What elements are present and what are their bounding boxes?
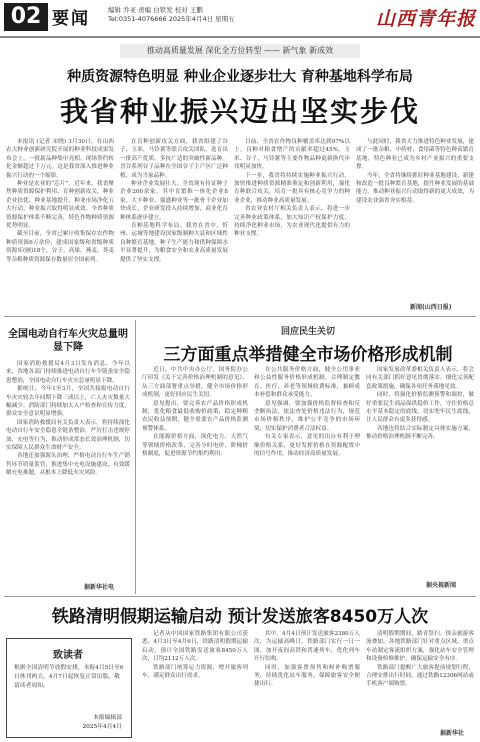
left-article-title: 全国电动自行车火灾总量明显下降 bbox=[8, 329, 128, 353]
paragraph: 国家消防救援局有关负责人表示，将持续深化电动自行车安全隐患全链条整治，严厉打击违规停放、充电等行为，推动形成常态长效治理机制，切实保障人民群众生命财产安全。 bbox=[6, 419, 130, 452]
notice-sign-date: 2025年4月4日 bbox=[82, 723, 122, 730]
article2-column-3 bbox=[366, 366, 474, 576]
paragraph: 据统计，今年1至3月，全国共接报电动自行车火灾较去年同期下降三成以上，亡人火灾数量大幅减少。消防部门持续加大入户检查和宣传力度，群众安全意识明显增强。 bbox=[6, 386, 130, 418]
article3-headline: 铁路清明假期运输启动 预计发送旅客8450万人次 bbox=[51, 607, 429, 627]
notice-body: 根据全国清明节放假安排，本报4月5日至6日休刊两天，4月7日起恢复正常出版。敬请读者周知。 bbox=[14, 665, 124, 689]
article1-credit: 新闻(山西日报) bbox=[410, 304, 452, 311]
left-article-credit: 据新华社电 bbox=[84, 584, 115, 591]
article1-column-2 bbox=[120, 138, 228, 308]
paragraph: 国家发展改革委相关负责人表示，将会同有关部门抓好意见贯彻落实，细化完善配套政策措施，确保各项任务落地见效。 bbox=[366, 367, 474, 390]
notice-title: 致读者 bbox=[53, 650, 83, 661]
column-divider bbox=[135, 320, 136, 594]
paragraph: 今年，全省将继续抓好种业基地建设，新建和改造一批良种繁育基地，提升种业发展的基础能力，推动种业振兴行动取得新的更大成效，为建设农业强省夯实根基。 bbox=[356, 172, 474, 204]
article3-credit: 据新华社 bbox=[440, 730, 465, 737]
paragraph: 省农业农村厅相关负责人表示，将进一步完善种业政策体系，加大知识产权保护力度，持续净化种业市场，为农业现代化提供有力的种业支撑。 bbox=[234, 206, 350, 238]
page-number: 02 bbox=[4, 3, 48, 31]
masthead bbox=[0, 0, 480, 34]
article2-credit: 据央视新闻 bbox=[426, 582, 457, 589]
paragraph: 近日，中共中央办公厅、国务院办公厅印发《关于完善价格治理机制的意见》，从三方面部署重点举措，健全市场价格形成机制，更好回应民生关切。 bbox=[142, 367, 248, 399]
paragraph: 各地还加强源头治理，严格电动自行车生产销售环节质量监管，推进集中充电设施建设，有效缓解充电难题，从根本上降低火灾风险。 bbox=[6, 453, 130, 477]
article1-column-1 bbox=[6, 138, 114, 308]
paragraph: 种业企业发展壮大。全省现有持证种子企业200余家，其中育繁推一体化企业8家。大丰种业、强盛种业等一批骨干企业加快成长，企业研发投入持续增加，商业化育种体系逐步建立。 bbox=[120, 181, 228, 221]
paragraph: 与此同时，我省大力推进特色种业发展，建成了一批杂粮、中药材、食用菌等特色种苗繁育基地，特色种业已成为乡村产业振兴的重要支撑。 bbox=[356, 139, 474, 171]
masthead-info bbox=[108, 6, 348, 24]
article1-column-3 bbox=[234, 138, 350, 308]
paragraph: 在公共服务价格方面，健全公用事业和公益性服务价格形成机制，合理制定教育、医疗、养老等领域收费标准，兼顾成本补偿和群众承受能力。 bbox=[254, 367, 360, 399]
paragraph: 意见提出，要完善农产品价格形成机制，优化粮食最低收购价政策，稳定种粮农民收益预期，健全重要农产品价格监测预警体系。 bbox=[142, 400, 248, 432]
divider bbox=[4, 596, 476, 597]
editor-line: 编辑 乔亚 责编 白铁发 校对 王鹏 bbox=[108, 6, 203, 14]
paragraph: 国家消防救援局4月3日发布消息，今年以来，各地各部门持续推进电动自行车全链条安全隐患整治，全国电动自行车火灾总量明显下降。 bbox=[6, 361, 130, 384]
paragraph: 其中，4月4日预计发送旅客2380万人次，为运输高峰日。铁路部门实行一日一图，加开夜间高铁和普速列车，优化列车开行结构。 bbox=[254, 631, 360, 663]
paragraph: 有关专家表示，意见的出台有利于理顺价格关系，更好发挥价格在资源配置中的信号作用，推动经济高质量发展。 bbox=[254, 434, 360, 458]
article1-kicker: 推动高质量发展 深化全方位转型 —— 新气象 新成效 bbox=[120, 44, 360, 58]
paragraph: 各地也将结合实际制定具体实施方案，推动价格治理机制不断完善。 bbox=[366, 425, 474, 441]
article2-kicker: 回应民生关切 bbox=[280, 327, 335, 337]
paragraph: 种业是农业的“芯片”。近年来，我省聚焦种质资源保护利用、育种创新攻关、种业企业扶优、种业基地提升、种业市场净化五大行动，种业振兴取得明显成效。全省种质资源保护体系不断完善，特色作物种质资源优势明显。 bbox=[6, 181, 114, 230]
divider bbox=[4, 316, 476, 317]
left-article-body bbox=[6, 360, 130, 578]
article2-column-2 bbox=[254, 366, 360, 582]
paragraph: 育种基地科学布局。我省在晋中、忻州、运城等地建设国家级制种大县和区域性良种繁育基地，种子生产能力和供种保障水平显著提升，为粮食安全和农业高质量发展提供了坚实支撑。 bbox=[120, 223, 228, 263]
paragraph: 意见强调，要加强价格监督检查和反垄断执法，依法查处价格违法行为，规范市场价格秩序，维护公平竞争的市场环境，切实保护消费者合法权益。 bbox=[254, 400, 360, 432]
paragraph: 铁路部门统筹运力资源，增开旅客列车，满足群众出行需求。 bbox=[142, 664, 248, 680]
article1-headline: 我省种业振兴迈出坚实步伐 bbox=[59, 95, 420, 128]
paragraph: 同时，加强客票预售和候补购票服务，持续优化站车服务，保障旅客安全便捷出行。 bbox=[254, 664, 360, 688]
paragraph: 同时，将强化价格监测预警和调控，做好重要民生商品保供稳价工作，守住价格总水平基本稳定的底线，切实兜牢民生底线，让人民群众有更多获得感。 bbox=[366, 392, 474, 424]
paragraph: 清明假期期间，踏青祭扫、探亲旅游客流叠加，各地铁路部门针对重点区域、重点车站制定客流组织方案，强化站车安全管理和设备检修维护，确保运输安全有序。 bbox=[366, 631, 474, 663]
contact-line: Tel:0351-4076666 2025年4月4日 星期五 bbox=[108, 15, 235, 23]
article3-column-1 bbox=[142, 630, 248, 734]
article2-headline: 三方面重点举措健全市场价格形成机制 bbox=[163, 345, 453, 365]
notice-signature bbox=[14, 714, 122, 732]
section-name: 要闻 bbox=[52, 9, 90, 29]
header-rule bbox=[0, 36, 480, 38]
article1-subhead: 种质资源特色明显 种业企业逐步壮大 育种基地科学布局 bbox=[67, 69, 413, 85]
paragraph: 记者从中国国家铁路集团有限公司获悉，4月3日至4月6日，铁路清明假期运输启动，预计全国铁路发送旅客8450万人次，日均2112万人次。 bbox=[142, 631, 248, 663]
paragraph: 本报讯 (记者 宋晓) 3月30日，在山西农大种业创新研究院开展的种业科技成果发布会上，一批新品种集中亮相，现场签约转化金额超过千万元。这是我省深入推进种业振兴行动的一个缩影。 bbox=[6, 139, 114, 179]
article1-column-4 bbox=[356, 138, 474, 298]
notice-sign-org: 本报编辑部 bbox=[93, 715, 122, 721]
article3-column-2 bbox=[254, 630, 360, 734]
paragraph: 在能源价格方面，深化电力、天然气等领域价格改革，完善分时电价、阶梯价格制度，促进资源节约集约利用。 bbox=[142, 434, 248, 458]
newspaper-logo: 山西青年报 bbox=[376, 8, 477, 30]
paragraph: 截至目前，全省已累计收集保存农作物种质资源6万余份，建成国家级和省级种质资源库(圃)18个，谷子、高粱、燕麦、荞麦等杂粮种质资源保存数量居全国前列。 bbox=[6, 231, 114, 263]
paragraph: 下一步，我省将持续实施种业振兴行动，加快推进种质资源精准鉴定和创新利用，强化育种联合攻关，培育一批具有核心竞争力的种业企业，推动种业高质量发展。 bbox=[234, 172, 350, 204]
paragraph: 在育种创新攻关方面，我省组建了谷子、玉米、马铃薯等联合攻关团队，选育出一批高产优质、多抗广适的突破性新品种。晋谷系列谷子品种在全国谷子主产区广泛种植，成为当家品种。 bbox=[120, 139, 228, 179]
article2-column-1 bbox=[142, 366, 248, 582]
article3-column-3 bbox=[366, 630, 474, 726]
paragraph: 铁路部门提醒广大旅客提前规划行程，合理安排出行时间，通过铁路12306网站或手机客户端购票。 bbox=[366, 664, 474, 688]
paragraph: 目前，全省农作物良种覆盖率达到97%以上，良种对粮食增产的贡献率超过45%。玉米、谷子、马铃薯等主要作物品种更新换代步伐明显加快。 bbox=[234, 139, 350, 171]
